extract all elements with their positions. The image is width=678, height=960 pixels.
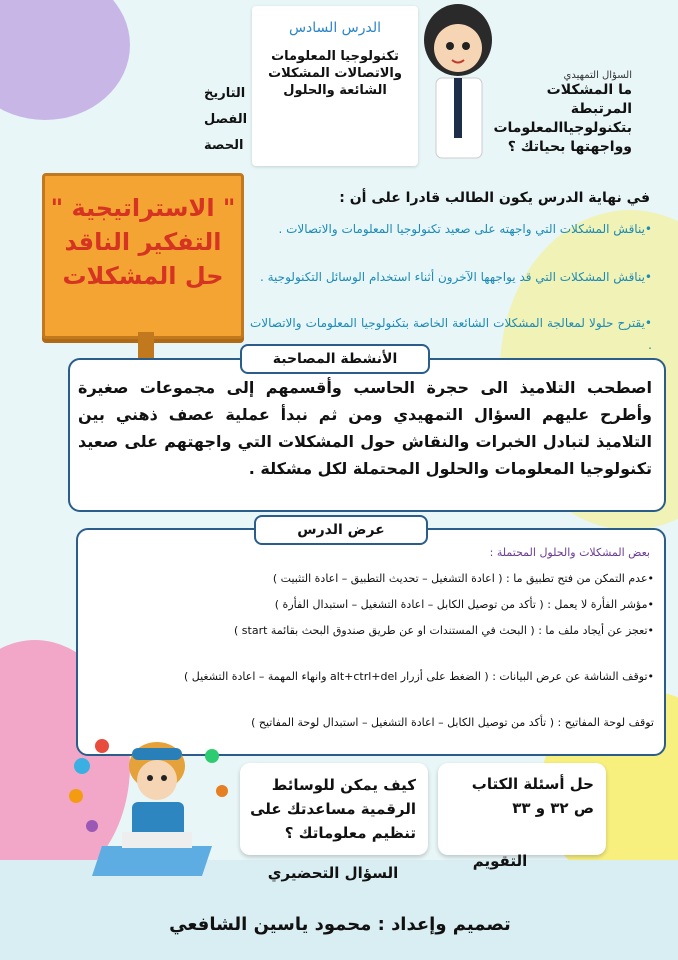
date-label: التاريخ bbox=[204, 86, 246, 101]
presentation-title: عرض الدرس bbox=[254, 515, 428, 545]
evaluation-line-1: حل أسئلة الكتاب bbox=[471, 775, 594, 793]
presentation-item: •مؤشر الفأرة لا يعمل : ( تأكد من توصيل الكابل – اعادة التشغيل – استبدال الفأرة ) bbox=[274, 598, 654, 611]
evaluation-pages: ص ٣٢ و ٣٣ bbox=[512, 799, 594, 817]
lesson-title: تكنولوجيا المعلومات والاتصالات المشكلات الشائعة والحلول bbox=[268, 49, 402, 98]
warmup-question: ما المشكلات المرتبطة بتكنولوجياالمعلومات وواجهتها بحياتك ؟ bbox=[493, 82, 632, 155]
objective-item: •يقترح حلولا لمعالجة المشكلات الشائعة الخاصة بتكنولوجيا المعلومات والاتصالات . bbox=[250, 316, 652, 352]
prep-question: كيف يمكن للوسائط الرقمية مساعدتك على تنظيم معلوماتك ؟ bbox=[250, 776, 416, 842]
presentation-item: توقف لوحة المفاتيح : ( تأكد من توصيل الكابل – اعادة التشغيل – استبدال لوحة المفاتيح ) bbox=[251, 716, 654, 729]
warmup-question-block bbox=[482, 70, 632, 157]
activities-text: اصطحب التلاميذ الى حجرة الحاسب وأقسمهم إلى مجموعات صغيرة وأطرح عليهم السؤال التمهيدي ومن ثم نبدأ عملية عصف ذهني بين التلاميذ لتبادل الخبرات والنقاش حول المشكلات التي واجهتهم على صعيد تكنولوجيا المعلومات والحلول المحتملة لكل مشكلة . bbox=[78, 378, 652, 478]
prep-question-card bbox=[240, 763, 428, 855]
presentation-item: •تعجز عن أيجاد ملف ما : ( البحث في المستندات او عن طريق صندوق البحث بقائمة start ) bbox=[234, 624, 654, 637]
student-laptop-illustration bbox=[62, 736, 232, 886]
strategy-sign bbox=[42, 173, 244, 339]
activities-title: الأنشطة المصاحبة bbox=[240, 344, 430, 374]
presentation-item: •توقف الشاشة عن عرض البيانات : ( الضغط على أزرار alt+ctrl+del وانهاء المهمة – اعادة التشغيل ) bbox=[183, 670, 654, 683]
period-label: الحصة bbox=[204, 138, 244, 153]
presentation-item: •عدم التمكن من فتح تطبيق ما : ( اعادة التشغيل – تحديث التطبيق – اعادة التثبيت ) bbox=[272, 572, 654, 585]
objectives-intro: في نهاية الدرس يكون الطالب قادرا على أن : bbox=[339, 190, 650, 206]
warmup-title: السؤال التمهيدي bbox=[563, 70, 632, 81]
strategy-critical-thinking: التفكير الناقد bbox=[64, 228, 222, 256]
bg-blob-purple bbox=[0, 0, 130, 120]
objective-item: •يناقش المشكلات التي واجهته على صعيد تكنولوجيا المعلومات والاتصالات . bbox=[278, 222, 652, 236]
evaluation-label: التقويم bbox=[472, 852, 528, 870]
credit-line: تصميم وإعداد : محمود ياسين الشافعي bbox=[169, 914, 511, 935]
strategy-title: " الاستراتيجية " bbox=[50, 194, 236, 222]
class-label: الفصل bbox=[204, 112, 248, 127]
prep-label: السؤال التحضيري bbox=[267, 864, 399, 882]
lesson-header-card bbox=[252, 6, 418, 166]
objective-item: •يناقش المشكلات التي قد يواجهها الآخرون أثناء استخدام الوسائل التكنولوجية . bbox=[259, 270, 652, 284]
evaluation-card bbox=[438, 763, 606, 855]
lesson-number: الدرس السادس bbox=[288, 20, 382, 36]
girl-illustration bbox=[418, 0, 492, 170]
presentation-heading: بعض المشكلات والحلول المحتملة : bbox=[489, 546, 650, 559]
strategy-problem-solving: حل المشكلات bbox=[62, 262, 224, 290]
